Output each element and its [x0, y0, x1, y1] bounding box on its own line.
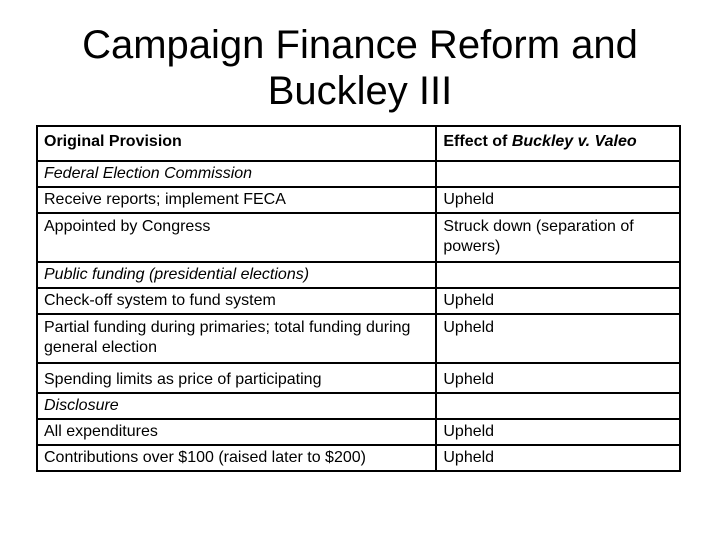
provision-cell: Contributions over $100 (raised later to $200): [37, 445, 436, 471]
section-empty-cell: [436, 161, 680, 187]
slide-title: [0, 22, 720, 114]
effect-cell: Upheld: [436, 445, 680, 471]
section-row-fec: [37, 161, 680, 187]
table-row: [37, 213, 680, 262]
provisions-table: [36, 125, 681, 472]
table-header-row: [37, 126, 680, 161]
table-row: [37, 363, 680, 393]
section-title: Disclosure: [37, 393, 436, 419]
effect-cell: Upheld: [436, 419, 680, 445]
header-effect-prefix: Effect of: [443, 133, 512, 150]
table-row: [37, 187, 680, 213]
table-row: [37, 445, 680, 471]
provision-cell: All expenditures: [37, 419, 436, 445]
table-row: [37, 314, 680, 363]
section-empty-cell: [436, 393, 680, 419]
table-row: [37, 419, 680, 445]
effect-cell: Struck down (separation of powers): [436, 213, 680, 262]
header-original-provision: Original Provision: [37, 126, 436, 161]
section-title: Public funding (presidential elections): [37, 262, 436, 288]
provision-cell: Check-off system to fund system: [37, 288, 436, 314]
provision-cell: Receive reports; implement FECA: [37, 187, 436, 213]
slide-title-line-2: Buckley III: [267, 69, 453, 113]
table-row: [37, 288, 680, 314]
section-empty-cell: [436, 262, 680, 288]
provision-cell: Appointed by Congress: [37, 213, 436, 262]
slide-title-line-1: Campaign Finance Reform and: [82, 23, 638, 67]
section-row-disclosure: [37, 393, 680, 419]
provision-cell: Spending limits as price of participating: [37, 363, 436, 393]
provision-cell: Partial funding during primaries; total funding during general election: [37, 314, 436, 363]
section-title: Federal Election Commission: [37, 161, 436, 187]
effect-cell: Upheld: [436, 363, 680, 393]
effect-cell: Upheld: [436, 187, 680, 213]
section-row-public-funding: [37, 262, 680, 288]
effect-cell: Upheld: [436, 314, 680, 363]
header-effect-case: Buckley v. Valeo: [511, 133, 637, 150]
header-effect: [436, 126, 680, 161]
effect-cell: Upheld: [436, 288, 680, 314]
